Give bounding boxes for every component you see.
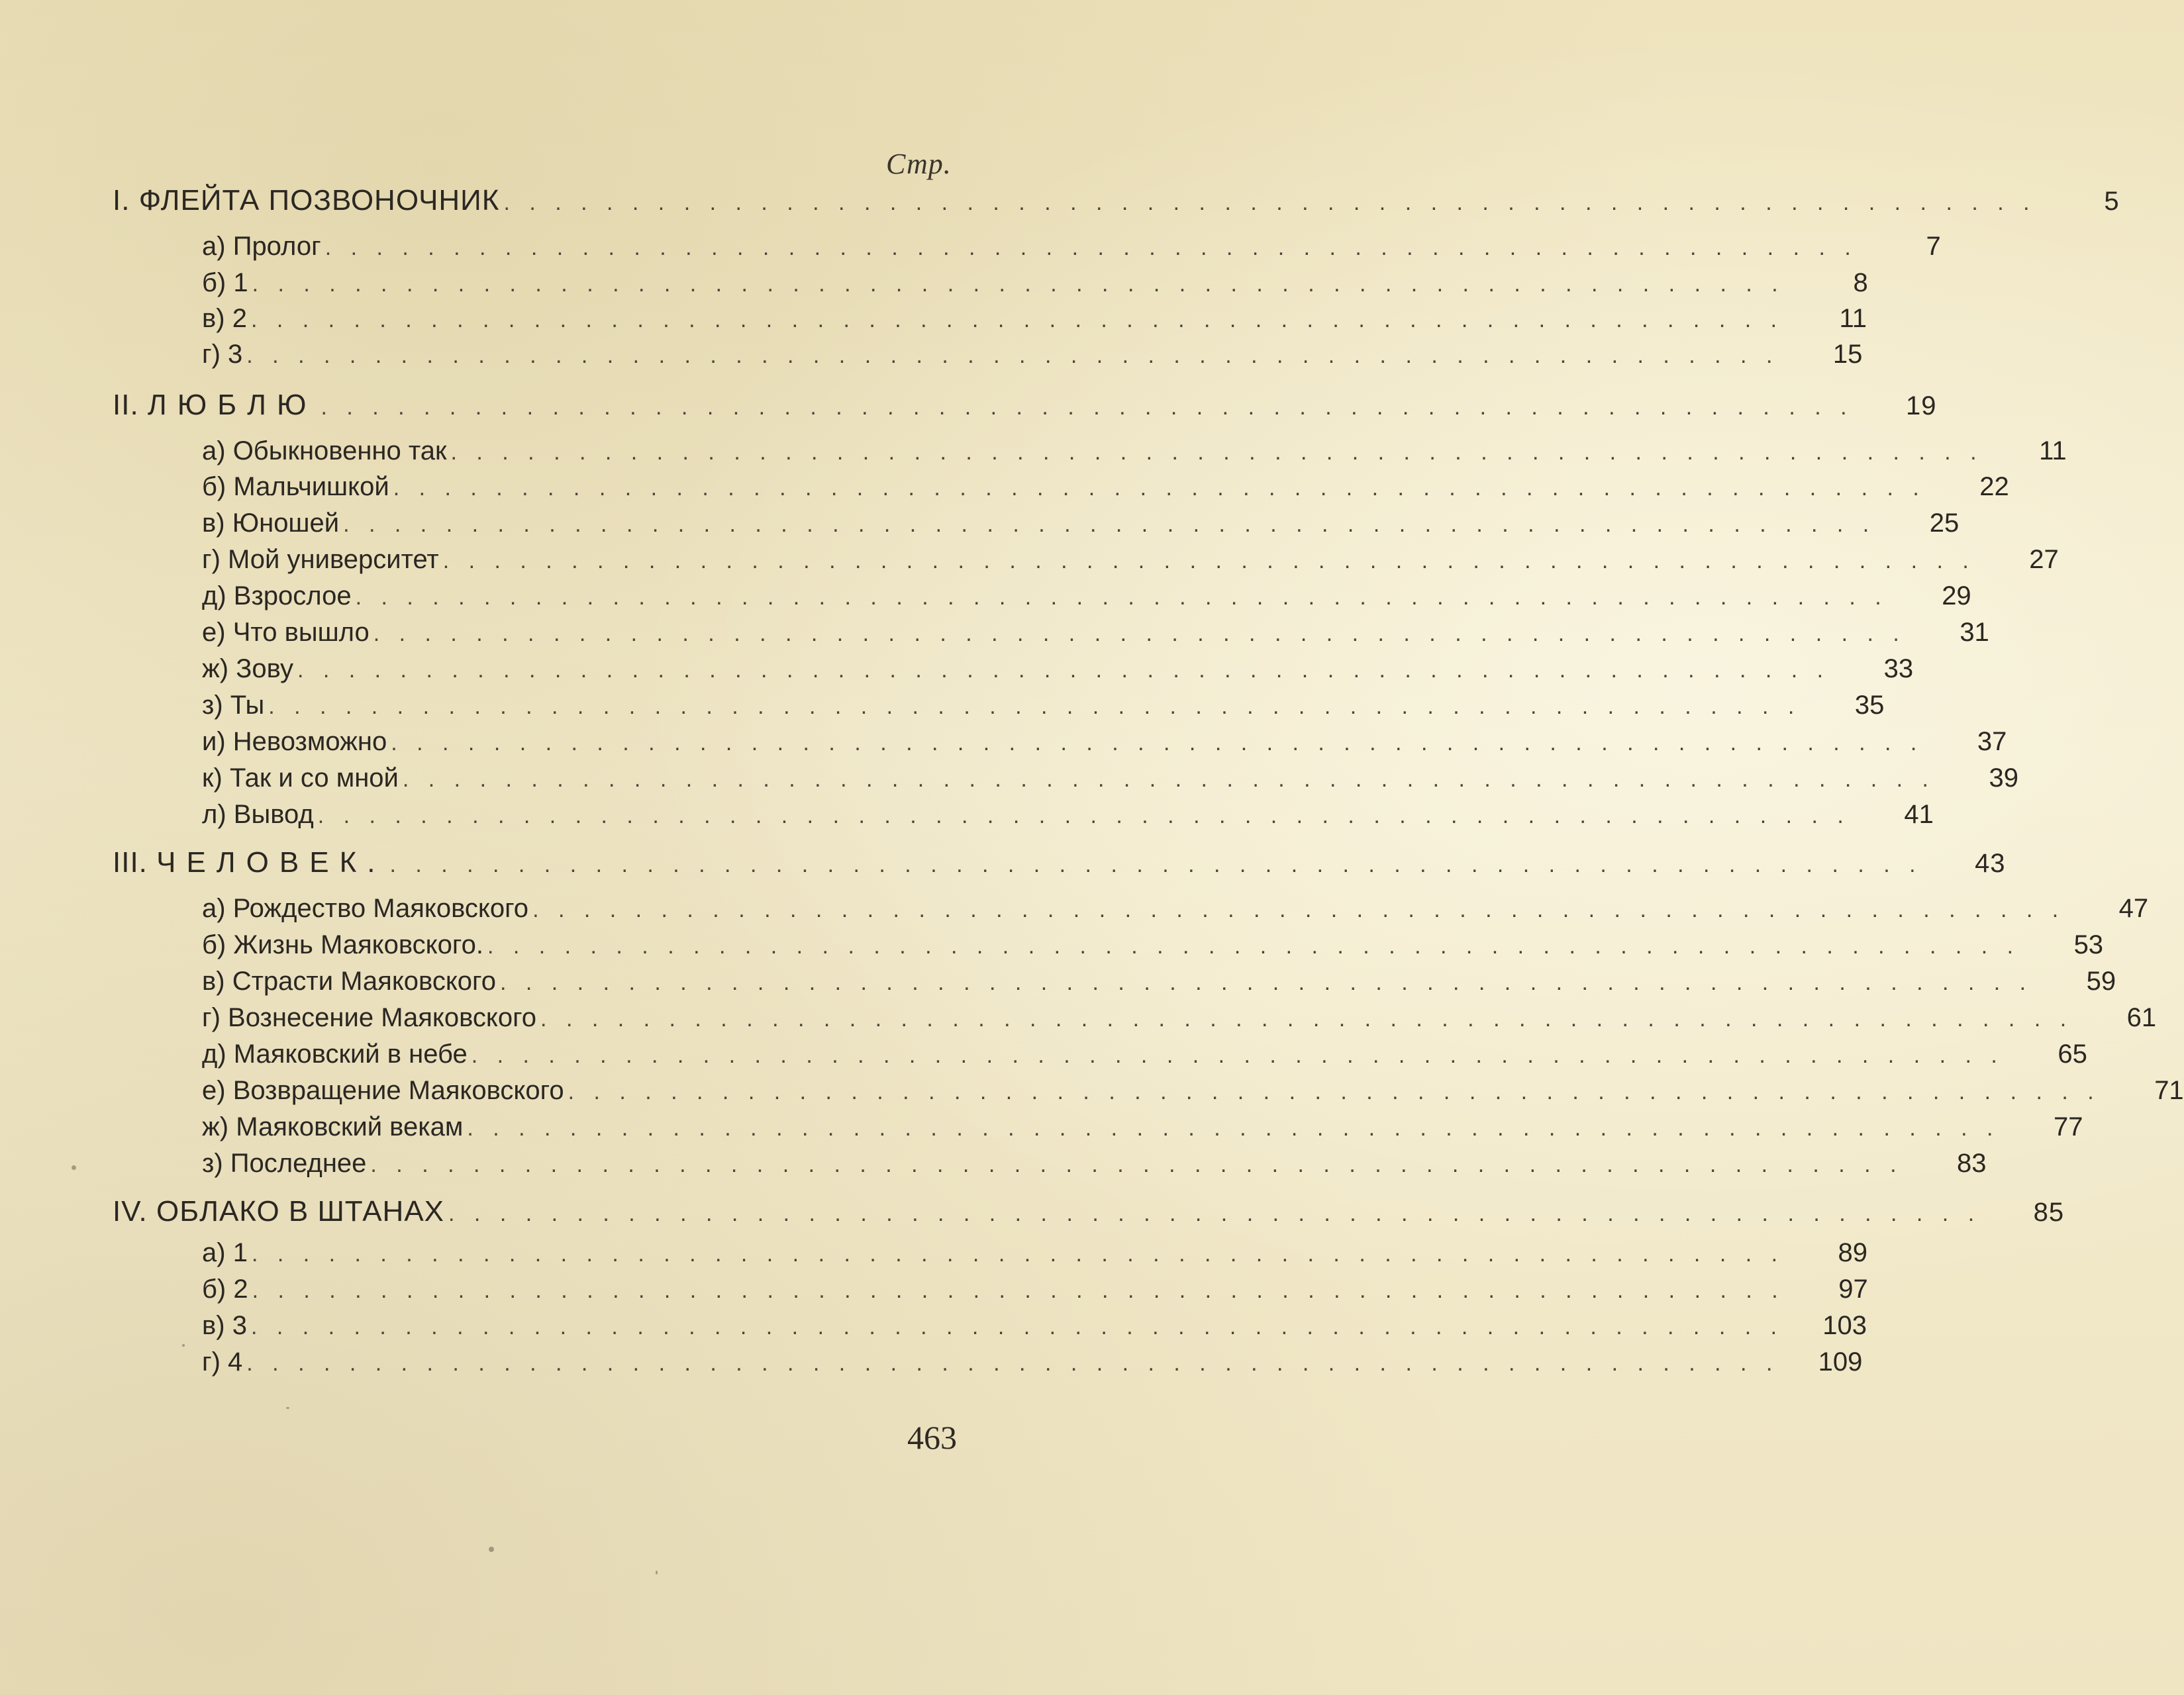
entry-title: Мой университет bbox=[228, 545, 439, 574]
leader-dots: . . . . . . . . . . . . . . . . . . . . . . . . . . . . . . . . . . . . . . . . . . . . . . . . . . . . . . . . . . . . bbox=[568, 1079, 2101, 1104]
entry-letter: и) bbox=[202, 727, 233, 756]
page-reference: 5 bbox=[2104, 187, 2120, 216]
paper-speck bbox=[72, 1165, 76, 1170]
paper-speck bbox=[182, 1344, 185, 1347]
page-reference: 31 bbox=[1960, 618, 1989, 647]
leader-dots: . . . . . . . . . . . . . . . . . . . . . . . . . . . . . . . . . . . . . . . . . . . . . . . . . . . . . . . . . . . . bbox=[324, 235, 1858, 260]
leader-dots: . . . . . . . . . . . . . . . . . . . . . . . . . . . . . . . . . . . . . . . . . . . . . . . . . . . . . . . . . . . . bbox=[250, 307, 1784, 332]
page-reference: 97 bbox=[1838, 1275, 1868, 1304]
page-reference: 83 bbox=[1957, 1149, 1987, 1178]
toc-entry-row bbox=[202, 685, 1885, 725]
leader-dots: . . . . . . . . . . . . . . . . . . . . . . . . . . . . . . . . . . . . . . . . . . . . . . . . . . . . . . . . . . . . bbox=[343, 512, 1876, 537]
entry-letter: к) bbox=[202, 763, 230, 793]
page-reference: 7 bbox=[1926, 232, 1941, 261]
toc-entry-row bbox=[202, 998, 2157, 1038]
page-reference: 65 bbox=[2058, 1040, 2087, 1069]
page-reference: 39 bbox=[1989, 763, 2018, 793]
entry-letter: в) bbox=[202, 967, 232, 996]
entry-letter: а) bbox=[202, 894, 233, 923]
toc-entry-row bbox=[202, 722, 2007, 761]
entry-letter: д) bbox=[202, 581, 234, 610]
entry-letter: л) bbox=[202, 800, 234, 829]
toc-section-row bbox=[113, 1192, 2065, 1232]
toc-entry-row bbox=[202, 1269, 1868, 1309]
toc-entry-row bbox=[202, 226, 1941, 266]
paper-speck bbox=[656, 1571, 658, 1574]
leader-dots: . . . . . . . . . . . . . . . . . . . . . . . . . . . . . . . . . . . . . . . . . . . . . . . . . . . . . . . . . . . . bbox=[503, 190, 2036, 215]
page-reference: 103 bbox=[1822, 1311, 1867, 1340]
toc-entry-row bbox=[202, 758, 2018, 798]
page-reference: 25 bbox=[1929, 508, 1960, 538]
entry-title: Вознесение Маяковского bbox=[228, 1003, 537, 1032]
leader-dots: . . . . . . . . . . . . . . . . . . . . . . . . . . . . . . . . . . . . . . . . . . . . . . . . . . . . . . . . . . . . bbox=[471, 1043, 2004, 1068]
entry-letter: в) bbox=[202, 508, 232, 538]
leader-dots: . . . . . . . . . . . . . . . . . . . . . . . . . . . . . . . . . . . . . . . . . . . . . . . . . . . . . . . . . . . . bbox=[442, 548, 1975, 573]
page-reference: 61 bbox=[2126, 1003, 2157, 1032]
toc-entry-row bbox=[202, 925, 2104, 965]
page-number: 463 bbox=[907, 1419, 957, 1456]
page-reference: 89 bbox=[1838, 1238, 1868, 1267]
leader-dots: . . . . . . . . . . . . . . . . . . . . . . . . . . . . . . . . . . . . . . . . . . . . . . . . . . . . . . . . . . . . bbox=[402, 767, 1935, 792]
entry-letter: б) bbox=[202, 268, 234, 297]
page-reference: 53 bbox=[2073, 930, 2104, 959]
page-reference: 43 bbox=[1975, 849, 2006, 878]
toc-entry-row bbox=[202, 1143, 1987, 1183]
entry-title: 2 bbox=[233, 1275, 248, 1304]
toc-entry-row bbox=[202, 503, 1960, 543]
entry-letter: г) bbox=[202, 340, 228, 369]
entry-letter: г) bbox=[202, 545, 228, 574]
section-title: ФЛЕЙТА ПОЗВОНОЧНИК bbox=[138, 184, 500, 217]
leader-dots: . . . . . . . . . . . . . . . . . . . . . . . . . . . . . . . . . . . . . . . . . . . . . . . . . . . . . . . . . . . . bbox=[389, 852, 1922, 877]
page-reference: 35 bbox=[1854, 691, 1885, 720]
leader-dots: . . . . . . . . . . . . . . . . . . . . . . . . . . . . . . . . . . . . . . . . . . . . . . . . . . . . . . . . . . . . bbox=[251, 1241, 1785, 1267]
leader-dots: . . . . . . . . . . . . . . . . . . . . . . . . . . . . . . . . . . . . . . . . . . . . . . . . . . . . . . . . . . . . bbox=[370, 1152, 1903, 1177]
entry-title: Юношей bbox=[232, 508, 340, 538]
leader-dots: . . . . . . . . . . . . . . . . . . . . . . . . . . . . . . . . . . . . . . . . . . . . . . . . . . . . . . . . . . . . bbox=[246, 343, 1779, 368]
toc-section-row bbox=[113, 385, 1937, 425]
entry-letter: в) bbox=[202, 1311, 232, 1340]
toc-entry-row bbox=[202, 540, 2059, 579]
entry-title: 1 bbox=[233, 268, 248, 297]
page-reference: 71 bbox=[2154, 1076, 2184, 1105]
entry-title: Обыкновенно так bbox=[232, 436, 447, 465]
entry-title: Рождество Маяковского bbox=[232, 894, 529, 923]
entry-title: Жизнь Маяковского. bbox=[233, 930, 483, 959]
entry-title: Так и со мной bbox=[229, 763, 399, 793]
entry-letter: б) bbox=[202, 930, 234, 959]
entry-letter: б) bbox=[202, 472, 234, 501]
page-reference: 59 bbox=[2086, 967, 2116, 996]
toc-entry-row bbox=[202, 263, 1868, 303]
paper-speck bbox=[489, 1547, 494, 1552]
leader-dots: . . . . . . . . . . . . . . . . . . . . . . . . . . . . . . . . . . . . . . . . . . . . . . . . . . . . . . . . . . . . bbox=[321, 395, 1854, 420]
leader-dots: . . . . . . . . . . . . . . . . . . . . . . . . . . . . . . . . . . . . . . . . . . . . . . . . . . . . . . . . . . . . bbox=[391, 730, 1924, 755]
section-numeral: III. bbox=[113, 846, 157, 879]
entry-title: 2 bbox=[232, 304, 247, 333]
toc-entry-row bbox=[202, 795, 1934, 834]
entry-title: Мальчишкой bbox=[233, 472, 389, 501]
entry-title: 4 bbox=[228, 1347, 243, 1377]
entry-letter: з) bbox=[202, 691, 230, 720]
leader-dots: . . . . . . . . . . . . . . . . . . . . . . . . . . . . . . . . . . . . . . . . . . . . . . . . . . . . . . . . . . . . bbox=[250, 1314, 1784, 1339]
toc-entry-row bbox=[202, 467, 2009, 507]
entry-letter: д) bbox=[202, 1040, 234, 1069]
entry-letter: а) bbox=[202, 1238, 233, 1267]
leader-dots: . . . . . . . . . . . . . . . . . . . . . . . . . . . . . . . . . . . . . . . . . . . . . . . . . . . . . . . . . . . . bbox=[268, 694, 1801, 719]
entry-title: Страсти Маяковского bbox=[232, 967, 496, 996]
entry-title: Маяковский векам bbox=[236, 1112, 464, 1141]
toc-entry-row bbox=[202, 1071, 2184, 1110]
page-reference: 19 bbox=[1906, 391, 1937, 420]
paper-speck bbox=[286, 1407, 289, 1409]
leader-dots: . . . . . . . . . . . . . . . . . . . . . . . . . . . . . . . . . . . . . . . . . . . . . . . . . . . . . . . . . . . . bbox=[373, 621, 1906, 646]
entry-letter: а) bbox=[202, 232, 233, 261]
entry-letter: ж) bbox=[202, 1112, 236, 1141]
entry-title: Возвращение Маяковского bbox=[232, 1076, 564, 1105]
page-reference: 27 bbox=[2029, 545, 2059, 574]
entry-letter: б) bbox=[202, 1275, 234, 1304]
page-reference: 37 bbox=[1977, 727, 2007, 756]
page-reference: 15 bbox=[1832, 340, 1863, 369]
toc-entry-row bbox=[202, 334, 1863, 374]
entry-title: Взрослое bbox=[233, 581, 352, 610]
page-reference: 8 bbox=[1853, 268, 1868, 297]
page-reference: 11 bbox=[2039, 436, 2067, 465]
entry-title: Невозможно bbox=[232, 727, 387, 756]
leader-dots: . . . . . . . . . . . . . . . . . . . . . . . . . . . . . . . . . . . . . . . . . . . . . . . . . . . . . . . . . . . . bbox=[297, 657, 1830, 683]
section-title: ЧЕЛОВЕК. bbox=[156, 846, 386, 879]
entry-title: 3 bbox=[232, 1311, 247, 1340]
entry-title: Пролог bbox=[232, 232, 321, 261]
leader-dots: . . . . . . . . . . . . . . . . . . . . . . . . . . . . . . . . . . . . . . . . . . . . . . . . . . . . . . . . . . . . bbox=[355, 585, 1888, 610]
entry-title: 1 bbox=[232, 1238, 248, 1267]
leader-dots: . . . . . . . . . . . . . . . . . . . . . . . . . . . . . . . . . . . . . . . . . . . . . . . . . . . . . . . . . . . . bbox=[252, 271, 1785, 297]
entry-letter: а) bbox=[202, 436, 233, 465]
page-reference: 11 bbox=[1839, 304, 1867, 333]
page-reference: 85 bbox=[2033, 1198, 2065, 1227]
entry-letter: е) bbox=[202, 1076, 233, 1105]
entry-title: 3 bbox=[228, 340, 243, 369]
page-reference: 77 bbox=[2053, 1112, 2083, 1141]
page-column-label: Стр. bbox=[886, 148, 952, 180]
entry-letter: в) bbox=[202, 304, 232, 333]
leader-dots: . . . . . . . . . . . . . . . . . . . . . . . . . . . . . . . . . . . . . . . . . . . . . . . . . . . . . . . . . . . . bbox=[246, 1351, 1779, 1376]
entry-letter: г) bbox=[202, 1003, 228, 1032]
leader-dots: . . . . . . . . . . . . . . . . . . . . . . . . . . . . . . . . . . . . . . . . . . . . . . . . . . . . . . . . . . . . bbox=[467, 1116, 2000, 1141]
leader-dots: . . . . . . . . . . . . . . . . . . . . . . . . . . . . . . . . . . . . . . . . . . . . . . . . . . . . . . . . . . . . bbox=[487, 934, 2020, 959]
section-numeral: IV. bbox=[113, 1195, 156, 1228]
page-reference: 22 bbox=[1979, 472, 2009, 501]
entry-title: Зову bbox=[236, 654, 293, 683]
section-numeral: I. bbox=[113, 184, 139, 217]
entry-title: Вывод bbox=[233, 800, 314, 829]
toc-entry-row bbox=[202, 299, 1867, 338]
page-reference: 29 bbox=[1942, 581, 1971, 610]
toc-section-row bbox=[113, 181, 2120, 220]
page-reference: 47 bbox=[2118, 894, 2149, 923]
leader-dots: . . . . . . . . . . . . . . . . . . . . . . . . . . . . . . . . . . . . . . . . . . . . . . . . . . . . . . . . . . . . bbox=[252, 1278, 1785, 1303]
toc-entry-row bbox=[202, 1034, 2087, 1074]
toc-entry-row bbox=[202, 1342, 1863, 1382]
toc-entry-row bbox=[202, 961, 2116, 1001]
toc-entry-row bbox=[202, 576, 1971, 616]
entry-title: Ты bbox=[230, 691, 265, 720]
toc-entry-row bbox=[202, 1107, 2083, 1147]
entry-letter: е) bbox=[202, 618, 233, 647]
toc-entry-row bbox=[202, 612, 1989, 652]
toc-entry-row bbox=[202, 1233, 1868, 1273]
entry-title: Маяковский в небе bbox=[233, 1040, 468, 1069]
section-title: ОБЛАКО В ШТАНАХ bbox=[156, 1195, 445, 1228]
leader-dots: . . . . . . . . . . . . . . . . . . . . . . . . . . . . . . . . . . . . . . . . . . . . . . . . . . . . . . . . . . . . bbox=[317, 803, 1850, 828]
section-numeral: II. bbox=[113, 389, 148, 421]
toc-entry-row bbox=[202, 649, 1914, 689]
entry-letter: ж) bbox=[202, 654, 236, 683]
entry-title: Последнее bbox=[230, 1149, 367, 1178]
leader-dots: . . . . . . . . . . . . . . . . . . . . . . . . . . . . . . . . . . . . . . . . . . . . . . . . . . . . . . . . . . . . bbox=[540, 1006, 2073, 1032]
toc-entry-row bbox=[202, 1306, 1867, 1345]
leader-dots: . . . . . . . . . . . . . . . . . . . . . . . . . . . . . . . . . . . . . . . . . . . . . . . . . . . . . . . . . . . . bbox=[532, 897, 2065, 922]
page-reference: 41 bbox=[1904, 800, 1934, 829]
leader-dots: . . . . . . . . . . . . . . . . . . . . . . . . . . . . . . . . . . . . . . . . . . . . . . . . . . . . . . . . . . . . bbox=[450, 440, 1983, 465]
toc-entry-row bbox=[202, 431, 2067, 471]
entry-letter: з) bbox=[202, 1149, 230, 1178]
page-reference: 33 bbox=[1883, 654, 1914, 683]
section-title: ЛЮБЛЮ bbox=[147, 389, 317, 421]
toc-entry-row bbox=[202, 889, 2149, 928]
page-reference: 109 bbox=[1818, 1347, 1863, 1377]
toc-section-row bbox=[113, 843, 2006, 883]
entry-title: Что вышло bbox=[232, 618, 370, 647]
leader-dots: . . . . . . . . . . . . . . . . . . . . . . . . . . . . . . . . . . . . . . . . . . . . . . . . . . . . . . . . . . . . bbox=[448, 1201, 1981, 1226]
leader-dots: . . . . . . . . . . . . . . . . . . . . . . . . . . . . . . . . . . . . . . . . . . . . . . . . . . . . . . . . . . . . bbox=[500, 970, 2033, 995]
leader-dots: . . . . . . . . . . . . . . . . . . . . . . . . . . . . . . . . . . . . . . . . . . . . . . . . . . . . . . . . . . . . bbox=[393, 475, 1926, 501]
entry-letter: г) bbox=[202, 1347, 228, 1377]
